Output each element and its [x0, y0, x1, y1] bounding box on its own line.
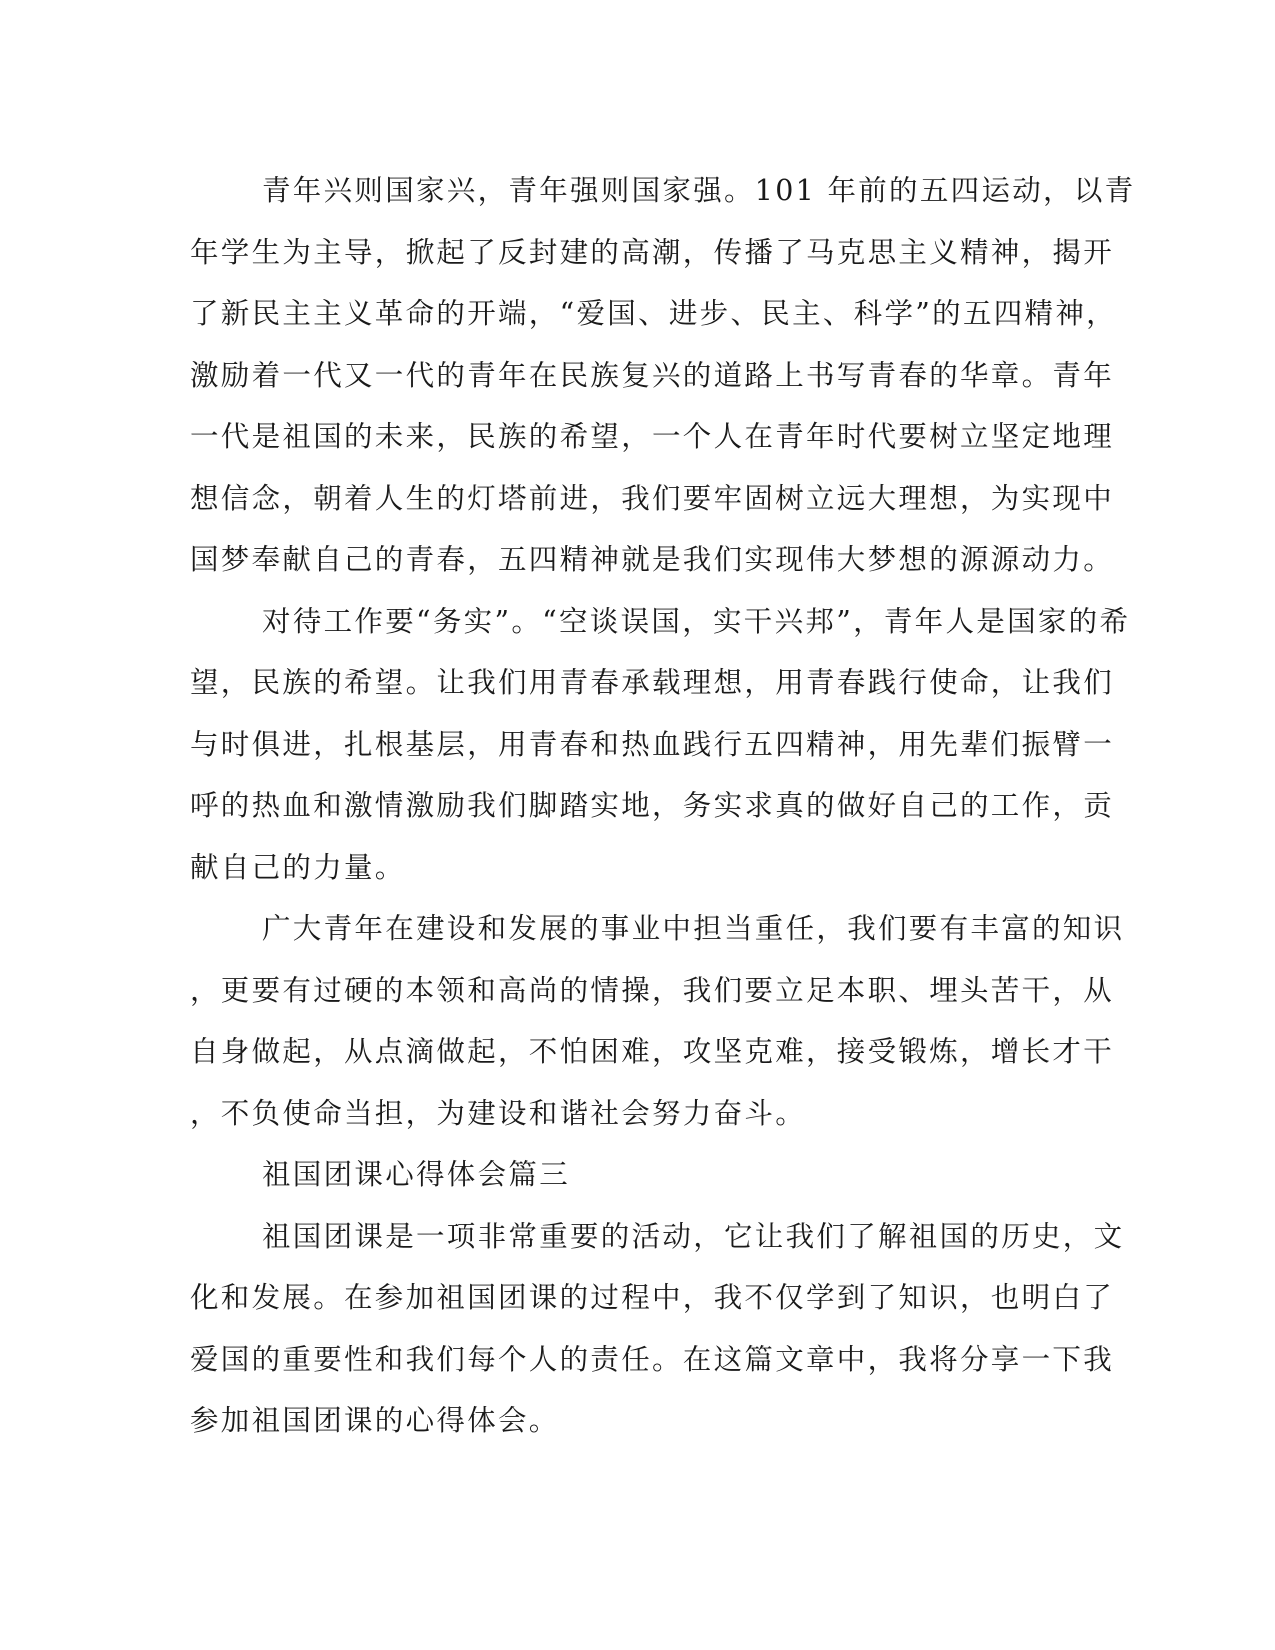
- section-heading-text: 祖国团课心得体会篇三: [262, 1158, 571, 1191]
- text-line: 与时俱进，扎根基层，用青春和热血践行五四精神，用先辈们振臂一: [190, 727, 1115, 761]
- text-line: 呼的热血和激情激励我们脚踏实地，务实求真的做好自己的工作，贡: [190, 789, 1115, 822]
- paragraph-4: [190, 1206, 1125, 1452]
- text-line: 自身做起，从点滴做起，不怕困难，攻坚克难，接受锻炼，增长才干: [190, 1035, 1115, 1068]
- text-line: 广大青年在建设和发展的事业中担当重任，我们要有丰富的知识: [262, 912, 1125, 945]
- text-line: 想信念，朝着人生的灯塔前进，我们要牢固树立远大理想，为实现中: [190, 481, 1115, 515]
- text-line: 化和发展。在参加祖国团课的过程中，我不仅学到了知识，也明白了: [190, 1281, 1115, 1314]
- text-line: 青年兴则国家兴，青年强则国家强。101 年前的五四运动，以青: [262, 174, 1136, 207]
- text-line: 参加祖国团课的心得体会。: [190, 1404, 560, 1437]
- text-line: 激励着一代又一代的青年在民族复兴的道路上书写青春的华章。青年: [190, 358, 1115, 392]
- section-heading: [190, 1144, 1085, 1206]
- text-line: 望，民族的希望。让我们用青春承载理想，用青春践行使命，让我们: [190, 666, 1115, 699]
- text-line: ，不负使命当担，为建设和谐社会努力奋斗。: [190, 1096, 807, 1130]
- text-line: 国梦奉献自己的青春，五四精神就是我们实现伟大梦想的源源动力。: [190, 543, 1115, 576]
- paragraph-3: [190, 898, 1125, 1144]
- text-line: 了新民主主义革命的开端，“爱国、进步、民主、科学”的五四精神，: [190, 297, 1117, 330]
- text-line: 献自己的力量。: [190, 850, 406, 884]
- text-line: 对待工作要“务实”。“空谈误国，实干兴邦”，青年人是国家的希: [262, 604, 1131, 638]
- text-line: 年学生为主导，掀起了反封建的高潮，传播了马克思主义精神，揭开: [190, 235, 1115, 269]
- text-line: 一代是祖国的未来，民族的希望，一个人在青年时代要树立坚定地理: [190, 420, 1115, 453]
- text-line: 爱国的重要性和我们每个人的责任。在这篇文章中，我将分享一下我: [190, 1342, 1115, 1376]
- paragraph-2: [190, 591, 1131, 899]
- paragraph-1: [190, 160, 1136, 591]
- text-line: 祖国团课是一项非常重要的活动，它让我们了解祖国的历史，文: [262, 1219, 1125, 1253]
- document-body: [190, 160, 1136, 1452]
- text-line: ，更要有过硬的本领和高尚的情操，我们要立足本职、埋头苦干，从: [190, 973, 1115, 1007]
